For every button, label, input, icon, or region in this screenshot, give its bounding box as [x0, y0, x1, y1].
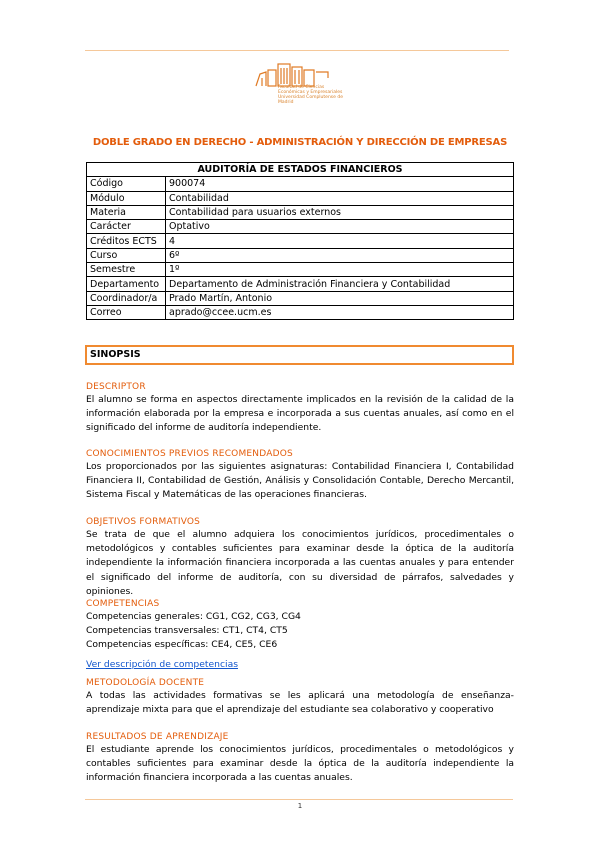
row-value: Optativo	[166, 220, 514, 234]
prior-knowledge-heading: CONOCIMIENTOS PREVIOS RECOMENDADOS	[86, 449, 293, 459]
table-row	[87, 291, 514, 305]
learning-outcomes-heading: RESULTADOS DE APRENDIZAJE	[86, 732, 229, 742]
row-label: Departamento	[87, 277, 166, 291]
row-value: Prado Martín, Antonio	[166, 291, 514, 305]
header-rule	[85, 50, 509, 51]
row-value: Contabilidad	[166, 191, 514, 205]
transversal-competencies: Competencias transversales: CT1, CT4, CT5	[86, 625, 288, 636]
table-row	[87, 277, 514, 291]
descriptor-heading: DESCRIPTOR	[86, 382, 146, 392]
row-label: Correo	[87, 305, 166, 319]
row-value: 6º	[166, 248, 514, 262]
row-label: Módulo	[87, 191, 166, 205]
course-info-table	[86, 162, 514, 320]
row-label: Carácter	[87, 220, 166, 234]
row-label: Coordinador/a	[87, 291, 166, 305]
prior-knowledge-text: Los proporcionados por las siguientes asignaturas: Contabilidad Financiera I, Contabilidad Financiera II, Contabilidad de Gestión, Análisis y Consolidación Contable, Derecho Mercantil, Sistema Fiscal y Matemáticas de las operaciones financieras.	[86, 461, 514, 501]
table-row	[87, 177, 514, 191]
learning-outcomes-section	[86, 731, 514, 786]
table-row	[87, 263, 514, 277]
objectives-section	[86, 516, 514, 599]
course-title: AUDITORÍA DE ESTADOS FINANCIEROS	[87, 163, 514, 177]
methodology-text: A todas las actividades formativas se les aplicará una metodología de enseñanza-aprendizaje mixta para que el aprendizaje del estudiante sea colaborativo y cooperativo	[86, 690, 514, 716]
logo-line-3: Universidad Complutense de Madrid	[278, 95, 343, 105]
table-header-row	[87, 163, 514, 177]
row-label: Materia	[87, 205, 166, 219]
objectives-text: Se trata de que el alumno adquiera los conocimientos jurídicos, procedimentales o metodológicos y contables suficientes para examinar desde la óptica de la auditoría independiente la información financiera incorporada a las cuentas anuales y para entender el significado del informe de auditoría, con su diversidad de párrafos, salvedades y opiniones.	[86, 529, 514, 597]
logo-line-1: Facultad de Ciencias	[278, 85, 325, 90]
row-label: Semestre	[87, 263, 166, 277]
sinopsis-heading: SINOPSIS	[85, 345, 514, 365]
row-label: Créditos ECTS	[87, 234, 166, 248]
prior-knowledge-section	[86, 448, 514, 503]
logo-text	[278, 85, 348, 105]
degree-title: DOBLE GRADO EN DERECHO - ADMINISTRACIÓN Y DIRECCIÓN DE EMPRESAS	[92, 137, 508, 148]
row-value: Departamento de Administración Financiera y Contabilidad	[166, 277, 514, 291]
table-row	[87, 234, 514, 248]
table-row	[87, 205, 514, 219]
descriptor-section	[86, 381, 514, 436]
page-number: 1	[297, 802, 303, 810]
row-value: aprado@ccee.ucm.es	[166, 305, 514, 319]
descriptor-text: El alumno se forma en aspectos directamente implicados en la revisión de la calidad de la información elaborada por la empresa e incorporada a sus cuentas anuales, así como en el significado del informe de auditoría independiente.	[86, 394, 514, 434]
methodology-heading: METODOLOGÍA DOCENTE	[86, 678, 205, 688]
row-value: 1º	[166, 263, 514, 277]
row-label: Código	[87, 177, 166, 191]
learning-outcomes-text: El estudiante aprende los conocimientos jurídicos, procedimentales o metodológicos y contables suficientes para examinar desde la óptica de la auditoría independiente la información financiera incorporada a las cuentas anuales.	[86, 744, 514, 784]
footer-rule	[85, 799, 513, 800]
table-row	[87, 248, 514, 262]
table-row	[87, 191, 514, 205]
specific-competencies: Competencias específicas: CE4, CE5, CE6	[86, 639, 278, 650]
general-competencies: Competencias generales: CG1, CG2, CG3, CG4	[86, 611, 301, 622]
row-label: Curso	[87, 248, 166, 262]
methodology-section	[86, 677, 514, 717]
table-row	[87, 305, 514, 319]
objectives-heading: OBJETIVOS FORMATIVOS	[86, 517, 201, 527]
row-value: Contabilidad para usuarios externos	[166, 205, 514, 219]
table-row	[87, 220, 514, 234]
logo-line-2: Económicas y Empresariales	[278, 90, 343, 95]
row-value: 4	[166, 234, 514, 248]
competencies-description-link[interactable]: Ver descripción de competencias	[86, 659, 238, 670]
competencies-section	[86, 598, 514, 672]
competencies-heading: COMPETENCIAS	[86, 599, 160, 609]
row-value: 900074	[166, 177, 514, 191]
